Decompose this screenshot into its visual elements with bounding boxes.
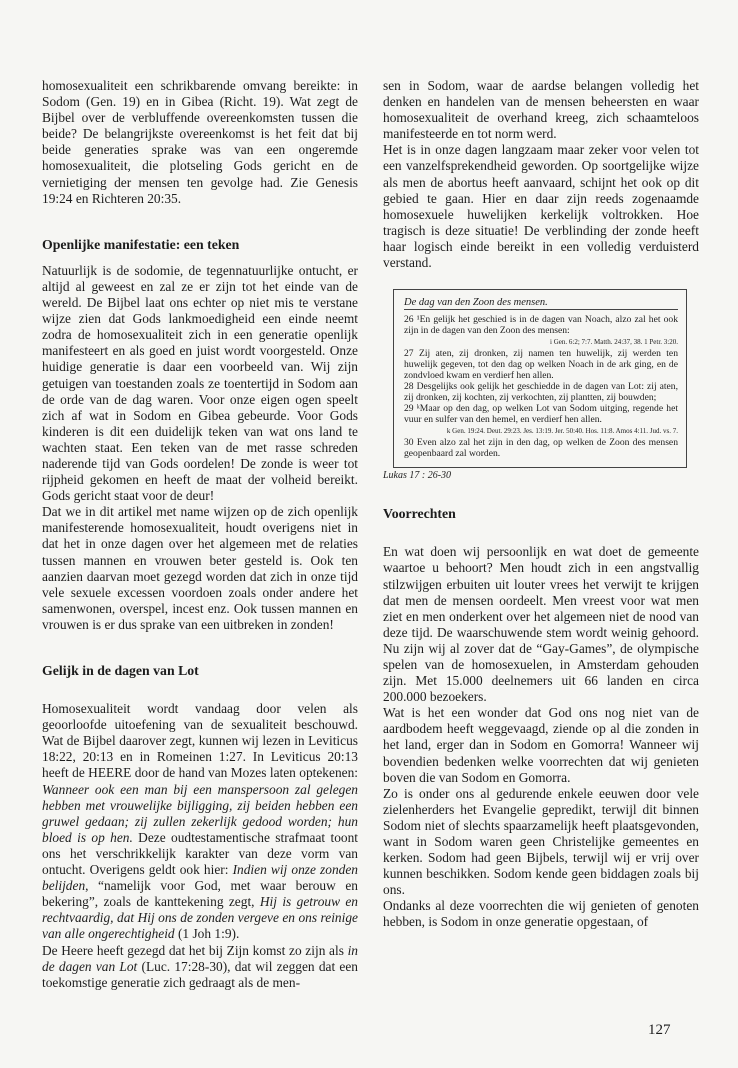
scripture-caption: Lukas 17 : 26-30: [383, 470, 452, 482]
scripture-quote: in de dagen van Lot: [42, 942, 358, 974]
section-heading: Voorrechten: [383, 506, 456, 522]
scripture-quote: Indien wij onze zonden belijden: [42, 862, 358, 894]
scripture-quote: Wanneer ook een man bij een manspersoon zal gelegen hebben met vrouwelijke bijligging, zij beiden hebben een gruwel gedaan; zij zullen zekerlijk gedood worden; hun bloed is op hen.: [42, 781, 358, 845]
verse: 30 Even alzo zal het zijn in den dag, op welken de Zoon des mensen geopenbaard zal worden.: [404, 437, 678, 460]
paragraph: Natuurlijk is de sodomie, de tegennatuurlijke ontucht, er altijd al geweest en zal ze er zijn tot het einde van de wereld. De Bijbel laat ons echter op niet mis te verstane wijze zien dat Gods lankmoedigheid een einde neemt zodra de homosexualiteit zich in een generatie openlijk manifesteert en als goed en juist wordt voorgesteld. Onze huidige generatie is daar een voorbeeld van. Wij zijn getuigen van toestanden zoals ze toentertijd in Sodom aan de orde van de dag waren. Voor onze eigen ogen speelt zich af wat in Sodom en Gibea gebeurde. Voor Gods kinderen is dit een duidelijk teken van wat ons land te wachten staat. Een teken van de met rasse schreden naderende tijd van Gods oordelen! De zonde is weer tot rijpheid gekomen en heeft de maat der volheid bereikt. Gods gericht staat voor de deur!: [42, 262, 358, 504]
right-column: [383, 78, 699, 931]
verse: 27 Zij aten, zij dronken, zij namen ten huwelijk, zij werden ten huwelijk gegeven, tot den dag op welken Noach in de ark ging, en de zondvloed kwam en verdierf hen allen.: [404, 348, 678, 382]
cross-reference: i Gen. 6:2; 7:7. Matth. 24:37, 38. 1 Petr. 3:20.: [550, 338, 678, 347]
paragraph: Ondanks al deze voorrechten die wij genieten of genoten hebben, is Sodom in onze generatie opgestaan, of: [383, 898, 699, 930]
cross-reference: k Gen. 19:24. Deut. 29:23. Jes. 13:19. Jer. 50:40. Hos. 11:8. Amos 4:11. Jud. vs. 7.: [446, 427, 678, 436]
divider: [404, 309, 678, 310]
verse: 26 ¹En gelijk het geschied is in de dagen van Noach, alzo zal het ook zijn in de dagen van den Zoon des mensen:: [404, 314, 678, 337]
paragraph: [42, 701, 358, 942]
page-number: 127: [648, 1022, 671, 1038]
text-run: De Heere heeft gezegd dat het bij Zijn komst zo zijn als: [42, 942, 348, 958]
paragraph: homosexualiteit een schrikbarende omvang bereikte: in Sodom (Gen. 19) en in Gibea (Richt. 19). Wat zegt de Bijbel over de verbluffende overeenkomsten tussen die beide? De belangrijkste overeenkomst is het feit dat bij beide generaties sprake was van een ongeremde homosexualiteit, die plotseling Gods gericht en de vernietiging der mensen ten gevolge had. Zie Genesis 19:24 en Richteren 20:35.: [42, 78, 358, 206]
text-run: Homosexualiteit wordt vandaag door velen als geoorloofde uitoefening van de sexualiteit beschouwd. Wat de Bijbel daarover zegt, kunnen wij lezen in Leviticus 18:22, 20:13 en in Romeinen 1:27. In Leviticus 20:13 heeft de HEERE door de hand van Mozes laten optekenen:: [42, 701, 358, 781]
paragraph: [42, 943, 358, 991]
paragraph: Het is in onze dagen langzaam maar zeker voor velen tot een vanzelfsprekendheid geworden. Op soortgelijke wijze als men de abortus heeft aanvaard, schijnt het ook op dit gebied te gaan. Hier en daar zijn reeds zogenaamde homosexuele huwelijken kerkelijk voltrokken. Hoe tragisch is deze situatie! De verblinding der zonde heeft haar logisch einde bereikt in een volledig verduisterd verstand.: [383, 142, 699, 271]
verse: 28 Desgelijks ook gelijk het geschiedde in de dagen van Lot: zij aten, zij dronken, zij kochten, zij verkochten, zij plantten, zij bouwden;: [404, 381, 678, 404]
paragraph: sen in Sodom, waar de aardse belangen volledig het denken en handelen van de mensen beheersten en waar homosexualiteit de overhand kreeg, zich schaamteloos manifesteerde en tot norm werd.: [383, 78, 699, 142]
paragraph: Wat is het een wonder dat God ons nog niet van de aardbodem heeft weggevaagd, ziende op al die zonden in het land, erger dan in Sodom en Gomorra! Wanneer wij bovendien bedenken welke voorrechten dat wij genieten boven die van Sodom en Gomorra.: [383, 705, 699, 785]
left-column: [42, 78, 358, 991]
paragraph: Dat we in dit artikel met name wijzen op de zich openlijk manifesterende homosexualiteit, houdt overigens niet in dat het in onze dagen over het algemeen met de relaties tussen mannen en vrouwen beter gesteld is. Ook ten aanzien daarvan moet gezegd worden dat zich in onze tijd vele sexuele excessen voordoen zoals onder andere het samenwonen, overspel, incest enz. Ook tussen mannen en vrouwen is er dus sprake van een uitbreken in zonden!: [42, 504, 358, 632]
verse: 29 ᵏMaar op den dag, op welken Lot van Sodom uitging, regende het vuur en sulfer van den hemel, en verdierf hen allen.: [404, 403, 678, 426]
section-heading: Gelijk in de dagen van Lot: [42, 663, 199, 678]
paragraph: Zo is onder ons al gedurende enkele eeuwen door vele zielenherders het Evangelie gepredikt, terwijl dit binnen Sodom niet of slechts spaarzamelijk heeft plaatsgevonden, want in Sodom waren geen Christelijke gemeentes en kerken. Sodom had geen Bijbels, terwijl wij er vrij over kunnen beschikken. Sodom kende geen biddagen zoals bij ons.: [383, 785, 699, 898]
text-run: Deze oudtestamentische strafmaat toont ons het verschrikkelijk karakter van deze vorm van ontucht. Overigens geldt ook hier:: [42, 829, 359, 878]
text-run: , “namelijk voor God, met waar berouw en bekering”, zoals de kanttekening zegt,: [42, 878, 358, 910]
text-run: (Luc. 17:28-30), dat wil zeggen dat een toekomstige generatie zich gedraagt als de men-: [42, 958, 359, 990]
scripture-box-title: De dag van den Zoon des mensen.: [404, 297, 548, 309]
scripture-quote: Hij is getrouw en rechtvaardig, dat Hij ons de zonden vergeve en ons reinige van alle ongerechtigheid: [42, 894, 359, 942]
text-run: (1 Joh 1:9).: [174, 926, 240, 942]
scripture-box: [393, 289, 687, 468]
paragraph: En wat doen wij persoonlijk en wat doet de gemeente waartoe u behoort? Men houdt zich in een angstvallig stilzwijgen erbuiten uit louter vrees het verwijt te krijgen dat men de mensen oordeelt. Men vreest voor wat men ziet en men onderkent over het algemeen niet de nood van deze tijd. De waarschuwende stem wordt weinig gehoord. Nu zijn wij al zover dat de “Gay-Games”, de olympische spelen van de homosexuelen, in Amsterdam gehouden zijn. Met 15.000 deelnemers uit 66 landen en circa 200.000 bezoekers.: [383, 544, 699, 705]
section-heading: Openlijke manifestatie: een teken: [42, 236, 240, 252]
